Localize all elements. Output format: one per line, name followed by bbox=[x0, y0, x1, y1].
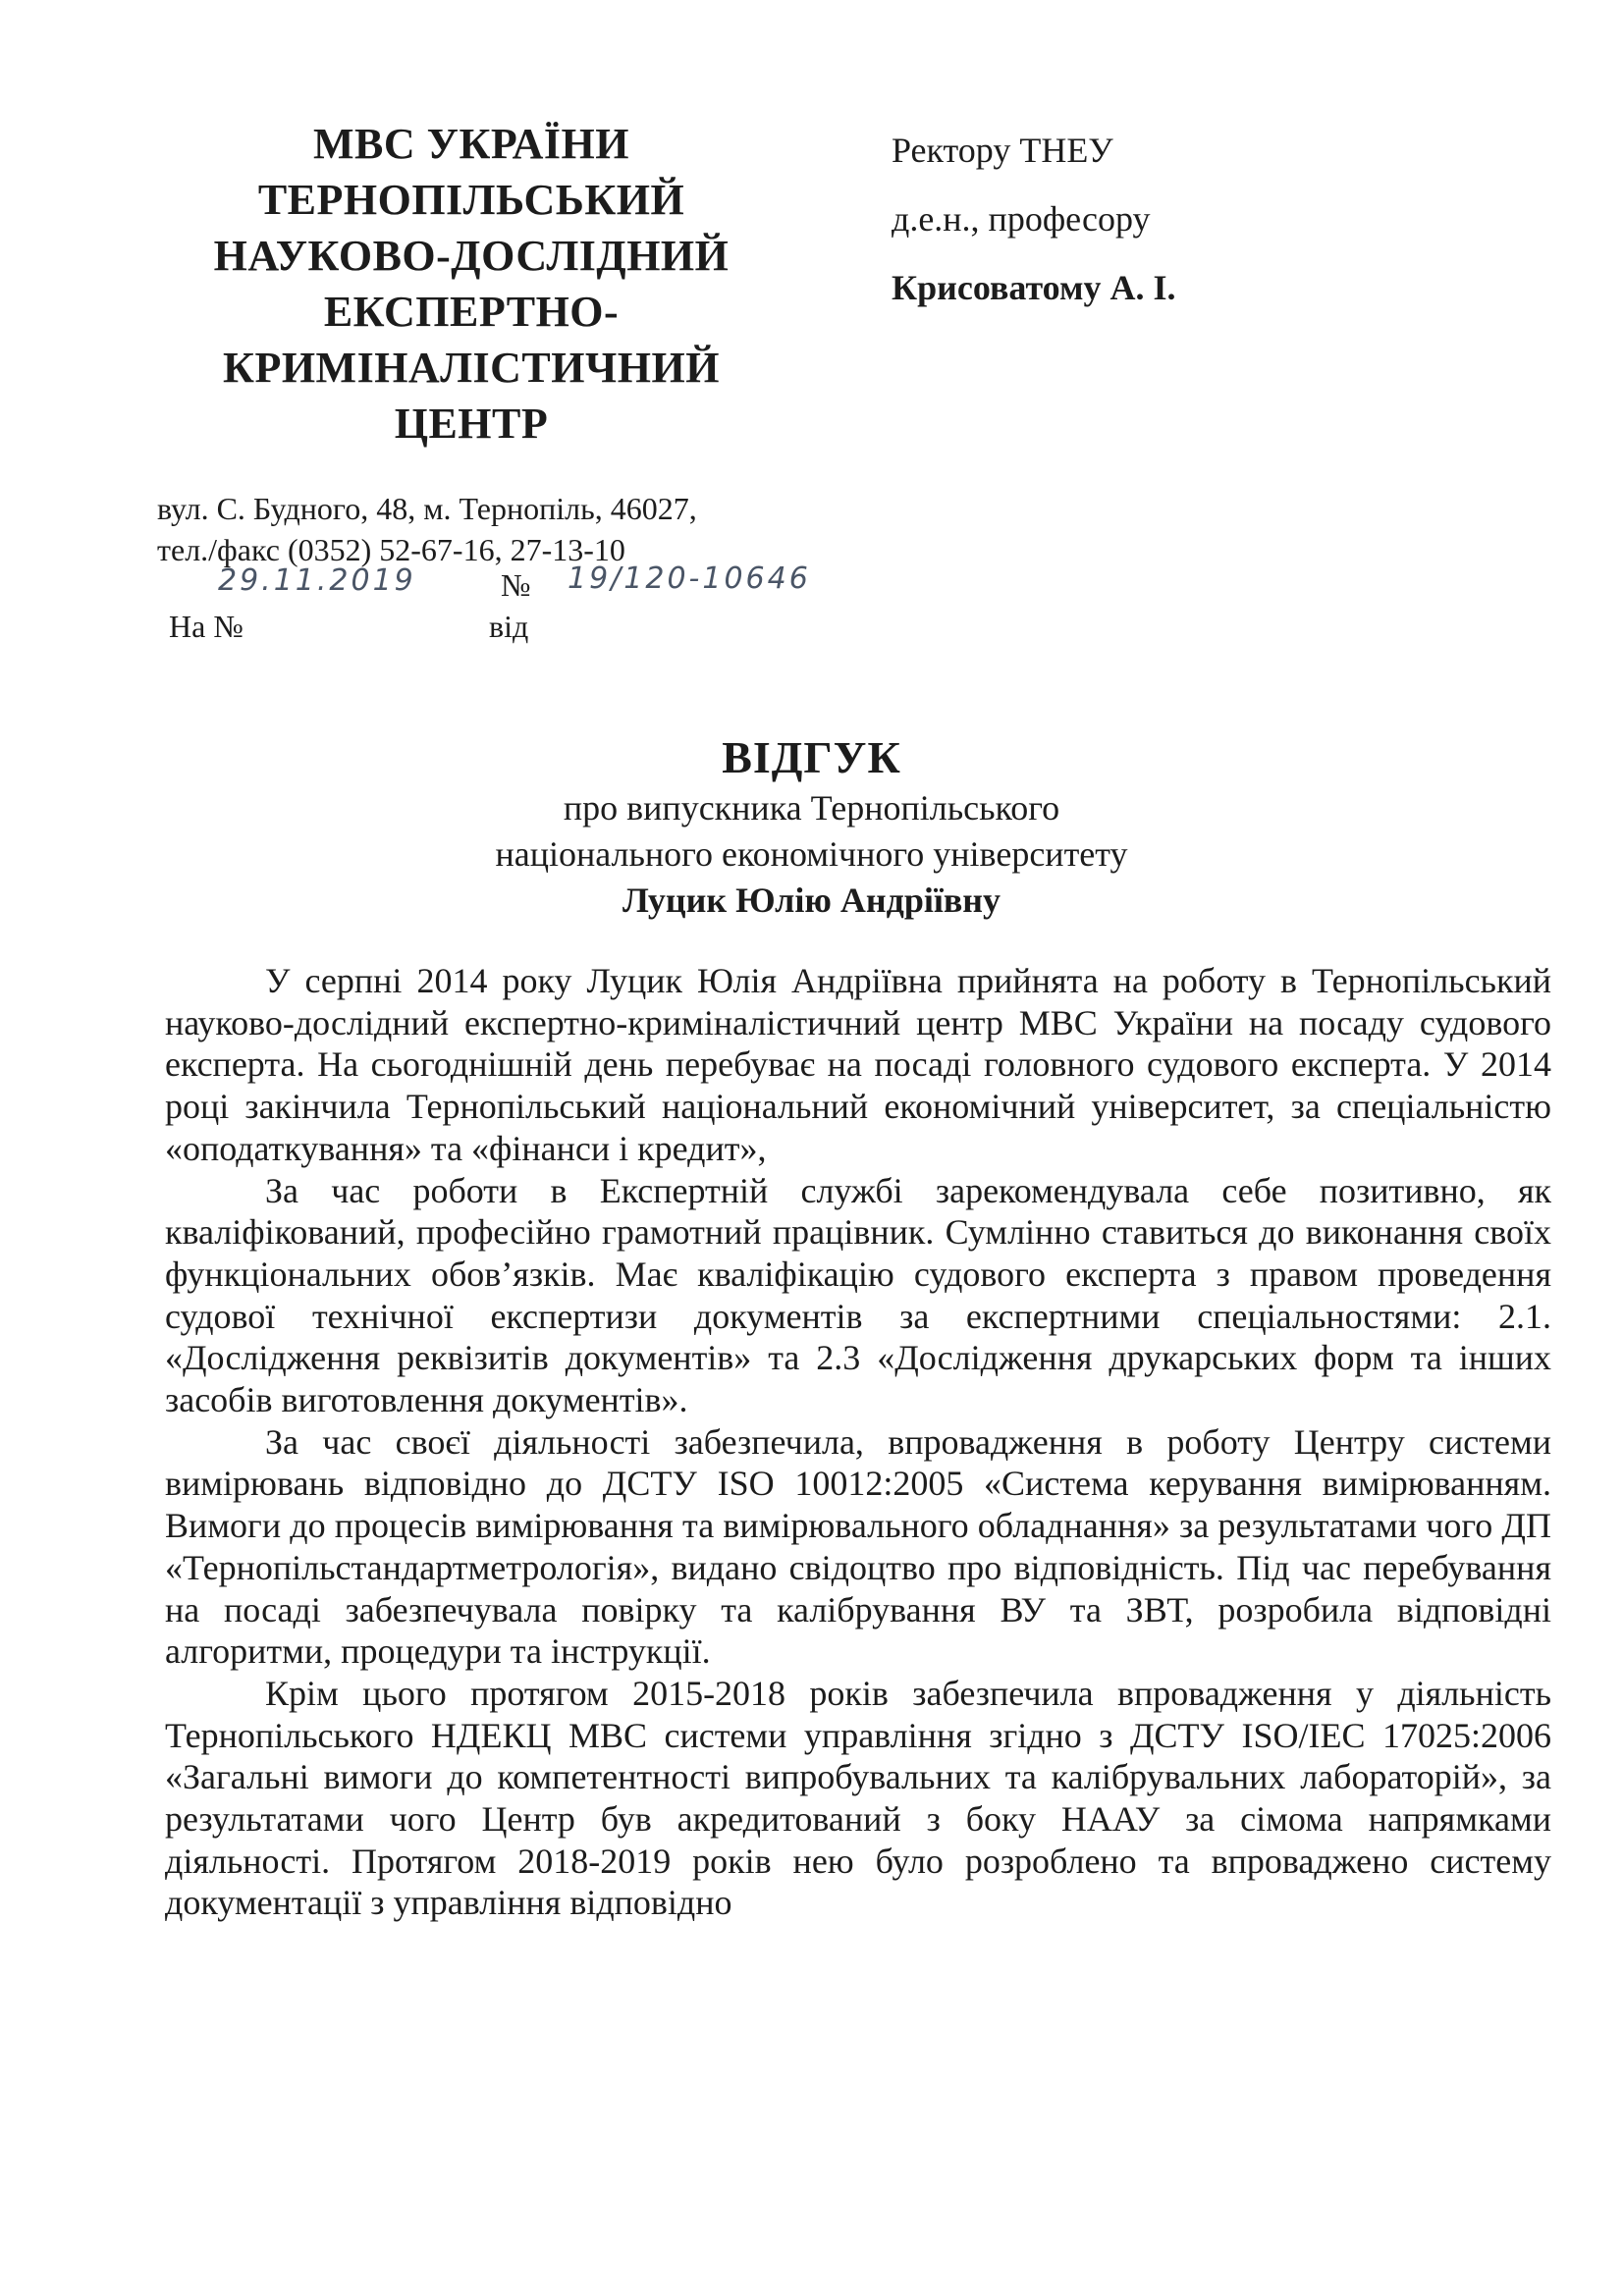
reference-date-label: від bbox=[489, 609, 529, 644]
addressee-block bbox=[892, 116, 1520, 322]
org-line: НАУКОВО-ДОСЛІДНИЙ bbox=[213, 232, 730, 280]
org-line: ЦЕНТР bbox=[394, 400, 549, 448]
organization-header bbox=[157, 116, 785, 452]
graduate-name: Луцик Юлію Андріївну bbox=[622, 881, 1001, 920]
org-line: ТЕРНОПІЛЬСЬКИЙ bbox=[257, 176, 685, 224]
subtitle-line: про випускника Тернопільського bbox=[563, 788, 1060, 828]
document-title: ВІДГУК bbox=[722, 732, 901, 782]
contacts-block bbox=[157, 488, 844, 570]
number-label: № bbox=[501, 567, 531, 603]
handwritten-number: 19/120-10646 bbox=[568, 561, 811, 596]
body-paragraph: За час роботи в Експертній службі зарекомендувала себе позитивно, як кваліфікований, професійно грамотний працівник. Сумлінно ставиться до виконання своїх функціональних обов’язків. Має кваліфікацію судового експерта з правом проведення судової технічної експертизи документів за експертними спеціальностями: 2.1. «Дослідження реквізитів документів» та 2.3 «Дослідження друкарських форм та інших засобів виготовлення документів». bbox=[165, 1170, 1551, 1420]
handwritten-date: 29.11.2019 bbox=[218, 563, 416, 598]
body-paragraph: У серпні 2014 року Луцик Юлія Андріївна прийнята на роботу в Тернопільський науково-дослідний експертно-криміналістичний центр МВС України на посаду судового експерта. На сьогоднішній день перебуває на посаді головного судового експерта. У 2014 році закінчила Тернопільський національний економічний університет, за спеціальністю «оподаткування» та «фінанси і кредит», bbox=[165, 961, 1551, 1168]
phone-line: тел./факс (0352) 52-67-16, 27-13-10 bbox=[157, 532, 625, 567]
body-paragraph: Крім цього протягом 2015-2018 років забезпечила впровадження у діяльність Тернопільського НДЕКЦ МВС системи управління згідно з ДСТУ ISO/IEC 17025:2006 «Загальні вимоги до компетентності випробувальних та калібрувальних лабораторій», за результатами чого Центр був акредитований з боку НААУ за сімома напрямками діяльності. Протягом 2018-2019 років нею було розроблено та впроваджено систему документації з управління відповідно bbox=[165, 1673, 1551, 1923]
reference-number-label: На № bbox=[169, 609, 243, 644]
addressee-position: Ректору ТНЕУ bbox=[892, 131, 1113, 170]
addressee-degree: д.е.н., професору bbox=[892, 199, 1151, 239]
document-subtitle bbox=[0, 785, 1623, 924]
org-line: ЕКСПЕРТНО- bbox=[323, 288, 620, 336]
org-line: КРИМІНАЛІСТИЧНИЙ bbox=[223, 344, 720, 392]
subtitle-line: національного економічного університету bbox=[495, 834, 1128, 874]
body-paragraph: За час своєї діяльності забезпечила, впровадження в роботу Центру системи вимірювань відповідно до ДСТУ ISO 10012:2005 «Система керування вимірюванням. Вимоги до процесів вимірювання та вимірювального обладнання» за результатами чого ДП «Тернопільстандартметрологія», видано свідоцтво про відповідність. Під час перебування на посаді забезпечувала повірку та калібрування ВУ та ЗВТ, розробила відповідні алгоритми, процедури та інструкції. bbox=[165, 1421, 1551, 1672]
org-line: МВС УКРАЇНИ bbox=[313, 120, 629, 168]
letter-body bbox=[165, 960, 1551, 1924]
addressee-name: Крисоватому А. І. bbox=[892, 268, 1176, 307]
address-line: вул. С. Будного, 48, м. Тернопіль, 46027, bbox=[157, 491, 697, 526]
